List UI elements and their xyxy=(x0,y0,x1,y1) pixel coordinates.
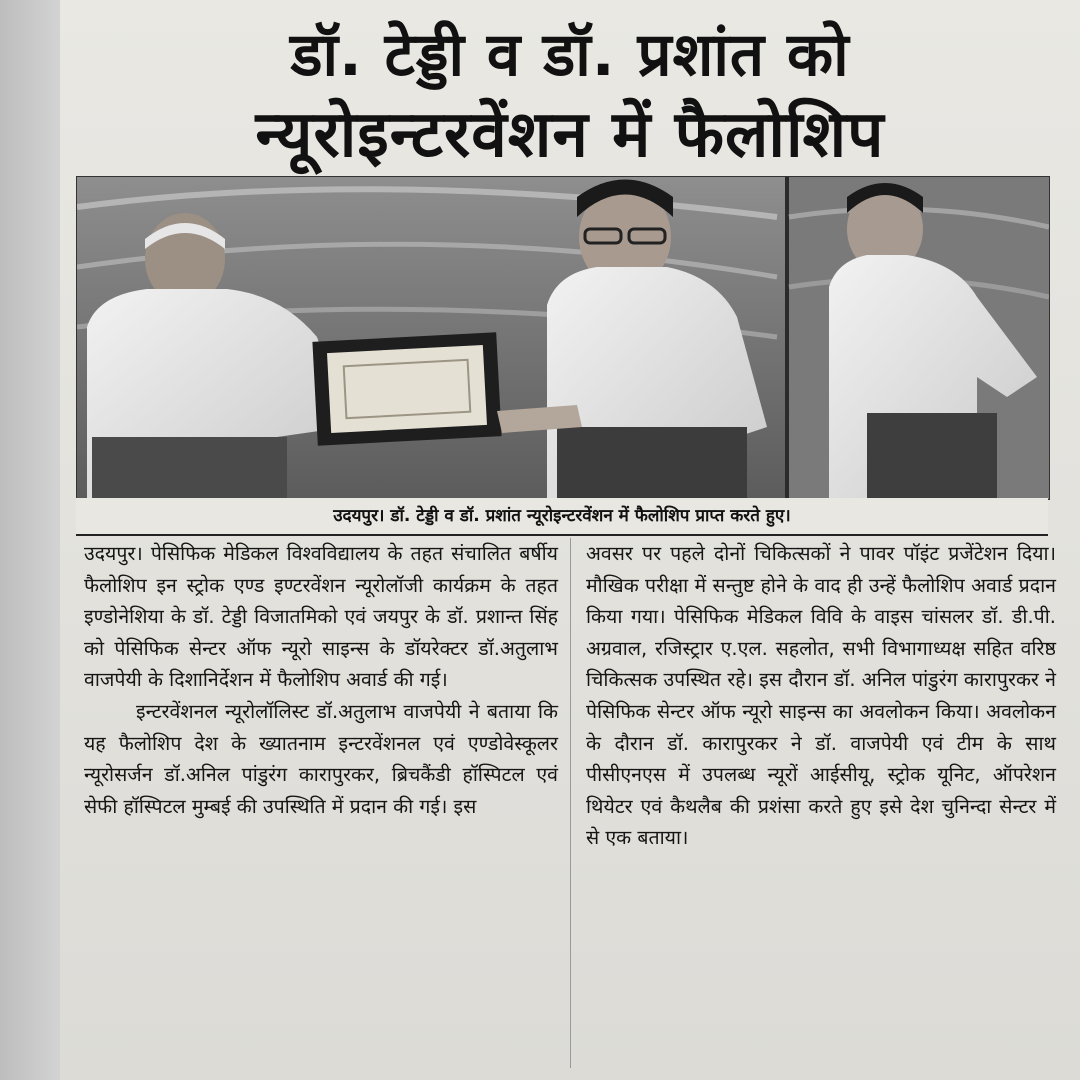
photo-caption: उदयपुर। डॉ. टेड्डी व डॉ. प्रशांत न्यूरोइन्टरवेंशन में फैलोशिप प्राप्त करते हुए। xyxy=(76,498,1048,536)
headline-line-1: डॉ. टेड्डी व डॉ. प्रशांत को xyxy=(290,20,850,90)
article-paragraph: उदयपुर। पेसिफिक मेडिकल विश्वविद्यालय के तहत संचालित बर्षीय फैलोशिप इन स्ट्रोक एण्ड इण्टरवेंशन न्यूरोलॉजी कार्यक्रम के तहत इण्डोनेशिया के डॉ. टेड्डी विजातमिको एवं जयपुर के डॉ. प्रशान्त सिंह को पेसिफिक सेन्टर ऑफ न्यूरो साइन्स के डॉयरेक्टर डॉ.अतुलाभ वाजपेयी के दिशानिर्देशन में फैलोशिप अवार्ड की गई। xyxy=(84,542,558,692)
article-column-2 xyxy=(586,538,1056,854)
certificate xyxy=(312,332,501,445)
news-photo xyxy=(76,176,1050,500)
headline-line-2: न्यूरोइन्टरवेंशन में फैलोशिप xyxy=(255,98,885,172)
article-paragraph: अवसर पर पहले दोनों चिकित्सकों ने पावर पॉइंट प्रजेंटेशन दिया। मौखिक परीक्षा में सन्तुष्ट होने के वाद ही उन्हें फैलोशिप अवार्ड प्रदान किया गया। पेसिफिक मेडिकल विवि के वाइस चांसलर डॉ. डी.पी. अग्रवाल, रजिस्ट्रार ए.एल. सहलोत, सभी विभागाध्यक्ष सहित वरिष्ठ चिकित्सक उपस्थित रहे। इस दौरान डॉ. अनिल पांडुरंग कारापुरकर ने पेसिफिक सेन्टर ऑफ न्यूरो साइन्स का अवलोकन किया। अवलोकन के दौरान डॉ. कारापुरकर ने डॉ. वाजपेयी एवं टीम के साथ पीसीएनएस में उपलब्ध न्यूरों आईसीयू, स्ट्रोक यूनिट, ऑपरेशन थियेटर एवं कैथलैब की प्रशंसा करते हुए इसे देश चुनिन्दा सेन्टर में से एक बताया। xyxy=(586,542,1056,850)
article-column-1 xyxy=(84,538,558,822)
page-edge xyxy=(0,0,60,1080)
article-paragraph: इन्टरवेंशनल न्यूरोलॉलिस्ट डॉ.अतुलाभ वाजपेयी ने बताया कि यह फैलोशिप देश के ख्यातनाम इन्टरवेंशनल एवं एण्डोवेस्कूलर न्यूरोसर्जन डॉ.अनिल पांडुरंग कारापुरकर, ब्रिचकैंडी हॉस्पिटल एवं सेफी हॉस्पिटल मुम्बई की उपस्थिति में प्रदान की गई। इस xyxy=(84,699,558,818)
column-divider xyxy=(570,538,571,1068)
